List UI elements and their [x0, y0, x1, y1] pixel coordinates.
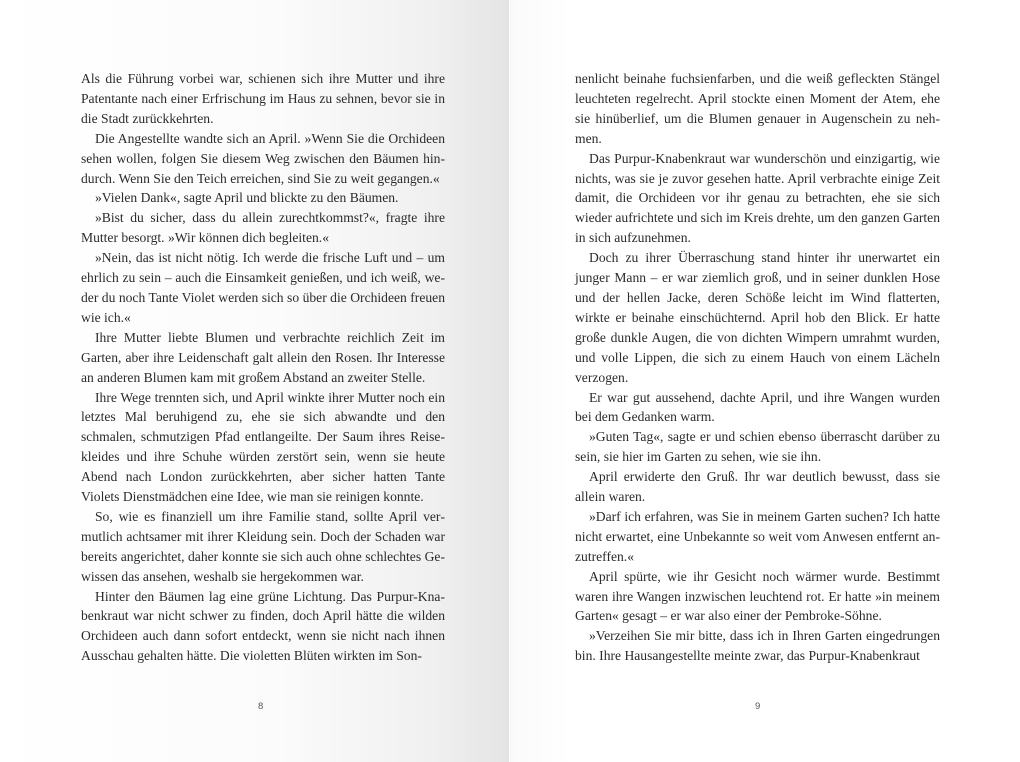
paragraph: April spürte, wie ihr Gesicht noch wärmer wurde. Bestimmt waren ihre Wangen inzwischen leuchtend rot. Er hatte »in meinem Garten« gesagt – er war also einer der Pembroke-Söhne. [575, 568, 940, 624]
paragraph: Als die Führung vorbei war, schienen sich ihre Mutter und ihre Patentante nach einer Erfrischung im Haus zu sehnen, bevor sie in die Stadt zurückkehrten. [81, 71, 445, 126]
paragraph: Doch zu ihrer Überraschung stand hinter ihr unerwartet ein junger Mann – er war ziemlich groß, und in seiner dunklen Hose und der hellen Jacke, deren Schöße leicht im Wind flatterten, wirkte er beinahe einschüchternd. April hob den Blick. Er hatte große dunkle Augen, die von dichten Wimpern umrahmt wurden, und volle Lippen, die sich zu einem Hauch von einem Lächeln verzogen. [575, 250, 940, 385]
paragraph: nenlicht beinahe fuchsienfarben, und die weiß gefleckten Stängel leuchteten regelrecht. April stockte einen Moment der Atem, ehe sie hinüberlief, um die Blumen genauer in Augenschein zu nehmen. [575, 71, 940, 146]
right-page [509, 0, 1020, 762]
paragraph: April erwiderte den Gruß. Ihr war deutlich bewusst, dass sie allein waren. [575, 469, 940, 505]
left-page [0, 0, 509, 762]
page-number: 8 [258, 701, 264, 712]
paragraph: Hinter den Bäumen lag eine grüne Lichtung. Das Purpur-Knabenkraut war nicht schwer zu finden, doch April hätte die wilden Orchideen auch dann sofort entdeckt, wenn sie nicht nach ihnen Ausschau gehalten hätte. Die violetten Blüten wirkten im Son- [81, 588, 445, 664]
paragraph: Ihre Mutter liebte Blumen und verbrachte reichlich Zeit im Garten, aber ihre Leidenschaft galt allein den Rosen. Ihr Interesse an anderen Blumen kam mit großem Abstand an zweiter Stelle. [81, 329, 445, 385]
paragraph: So, wie es finanziell um ihre Familie stand, sollte April vermutlich achtsamer mit ihrer Kleidung sein. Doch der Schaden war bereits angerichtet, daher konnte sie sich auch ohne schlechtes Gewissen das ansehen, weshalb sie hergekommen war. [81, 508, 445, 584]
paragraph: »Darf ich erfahren, was Sie in meinem Garten suchen? Ich hatte nicht erwartet, eine Unbekannte so weit vom Anwesen entfernt anzutreffen.« [575, 508, 940, 564]
paragraph: Das Purpur-Knabenkraut war wunderschön und einzigartig, wie nichts, was sie je zuvor gesehen hatte. April verbrachte einige Zeit damit, die Orchideen vor ihr genau zu betrachten, ehe sie sich wieder aufrichtete und sich im Kreis drehte, um den ganzen Garten in sich aufzunehmen. [575, 150, 941, 246]
paragraph: »Vielen Dank«, sagte April und blickte zu den Bäumen. [95, 190, 399, 206]
right-page-text [575, 69, 940, 666]
paragraph: Ihre Wege trennten sich, und April winkte ihrer Mutter noch ein letztes Mal beruhigend zu, ehe sie sich abwandte und den schmalen, schmutzigen Pfad entlangeilte. Der Saum ihres Reisekleides und ihre Schuhe würden zerstört sein, wenn sie heute Abend nach London zurückkehrten, aber sicher hatten Tante Violets Dienstmädchen eine Idee, wie man sie reinigen konnte. [81, 389, 445, 505]
paragraph: »Nein, das ist nicht nötig. Ich werde die frische Luft und – um ehrlich zu sein – auch die Einsamkeit genießen, und ich weiß, weder du noch Tante Violet werden sich so über die Orchideen freuen wie ich.« [81, 250, 445, 325]
paragraph: Die Angestellte wandte sich an April. »Wenn Sie die Orchideen sehen wollen, folgen Sie diesem Weg zwischen den Bäumen hindurch. Wenn Sie den Teich erreichen, sind Sie zu weit gegangen.« [81, 130, 445, 186]
paragraph: »Guten Tag«, sagte er und schien ebenso überrascht darüber zu sein, sie hier im Garten zu sehen, wie sie ihn. [575, 429, 940, 465]
paragraph: »Bist du sicher, dass du allein zurechtkommst?«, fragte ihre Mutter besorgt. »Wir können dich begleiten.« [81, 210, 445, 246]
page-number: 9 [755, 701, 761, 712]
left-page-text [81, 69, 445, 666]
paragraph: »Verzeihen Sie mir bitte, dass ich in Ihren Garten eingedrungen bin. Ihre Hausangestellte meinte zwar, das Purpur-Knabenkraut [575, 628, 940, 664]
paragraph: Er war gut aussehend, dachte April, und ihre Wangen wurden bei dem Gedanken warm. [575, 389, 940, 425]
